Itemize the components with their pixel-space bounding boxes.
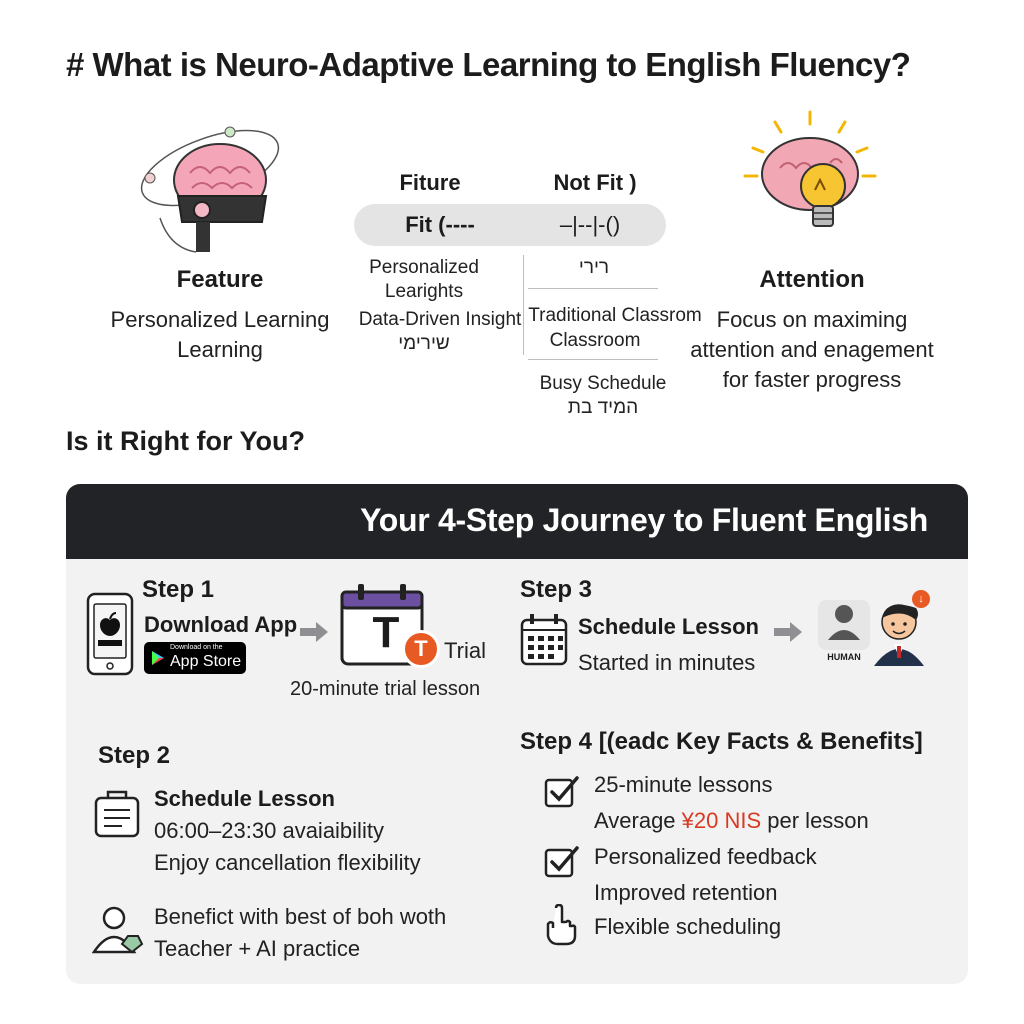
feature-heading: Feature [176,266,264,293]
journey-card-header [66,484,968,559]
fact-lesson-length: 25-minute lessons [594,772,773,797]
calendar-grid-icon [520,614,568,666]
step-2-benefit-2: Teacher + AI practice [154,936,361,961]
step-2-label: Step 2 [98,742,171,769]
phone-app-icon [86,592,134,676]
not-fit-separator-2 [528,359,658,360]
trial-badge-icon [402,630,440,668]
trial-label: Trial [444,638,486,663]
step-1-label: Step 1 [142,576,215,603]
fit-pill-right: –|--|-() [559,212,621,237]
feature-line-2: Learning [177,337,263,362]
step-1-action: Download App [144,612,298,637]
checkbox-check-icon [544,774,580,808]
trial-badge-letter: T [414,636,428,661]
attention-line-2: attention and enagement [690,337,934,362]
step-4-label: Step 4 [(eadc Key Facts & Benefits] [520,728,923,755]
fit-pill-left: Fit (---- [405,212,475,237]
notification-dot-icon: ↓ [912,590,930,608]
fit-item-personalized: Personalized [369,257,479,278]
not-fit-item-hebrew: רירי [578,257,610,278]
attention-line-3: for faster progress [722,367,902,392]
hand-tap-icon [544,904,578,946]
teacher-ai-icon [92,906,148,954]
fact-price-suffix: per lesson [761,808,869,833]
checkbox-check-icon-2 [544,844,580,878]
fit-item-learights: Learights [384,281,464,302]
step-2-availability: 06:00–23:30 avaiaibility [154,818,384,843]
brain-headset-icon [130,118,290,263]
app-store-badge-big: App Store [170,653,242,670]
step-2-action: Schedule Lesson [154,786,335,811]
not-fit-item-busy: Busy Schedule [539,373,667,394]
fact-retention: Improved retention [594,880,778,905]
fact-price-value: ¥20 NIS [681,808,762,833]
fit-item-data-driven: Data-Driven Insight [358,309,522,330]
page-title: # What is Neuro-Adaptive Learning to English Fluency? [66,46,911,83]
schedule-list-icon [94,790,140,838]
step-3-label: Step 3 [520,576,593,603]
journey-card [66,484,968,984]
fit-column-header: Fiture [399,170,461,195]
app-store-badge[interactable] [144,642,246,674]
not-fit-separator-1 [528,288,658,289]
trial-calendar-letter: T [372,608,400,657]
right-for-you-heading: Is it Right for You? [66,426,305,456]
not-fit-item-classroom: Classroom [549,330,641,351]
not-fit-item-traditional: Traditional Classrom [528,305,702,326]
step-2-flexibility: Enjoy cancellation flexibility [154,850,421,875]
attention-heading: Attention [759,266,865,293]
brain-lightbulb-icon [735,108,885,243]
feature-line-1: Personalized Learning [110,307,330,332]
trial-caption: 20-minute trial lesson [290,678,481,700]
attention-line-1: Focus on maximing [716,307,908,332]
step-2-benefit-1: Benefict with best of boh woth [154,904,447,929]
step-3-sub: Started in minutes [578,650,756,675]
fact-scheduling: Flexible scheduling [594,914,782,939]
fact-average-price [594,808,869,834]
not-fit-column-header: Not Fit ) [553,170,637,195]
app-store-badge-small: Download on the [170,644,223,651]
arrow-right-icon-2 [774,622,802,642]
journey-title: Your 4-Step Journey to Fluent English [360,502,928,538]
step-3-action: Schedule Lesson [578,614,759,639]
human-avatar-icon [818,600,870,650]
not-fit-item-hebrew-2: המיד בת [567,397,639,418]
human-label: HUMAN [827,652,861,662]
play-store-icon [150,650,166,666]
fact-price-prefix: Average [594,808,682,833]
fit-item-hebrew: שירימי [398,333,450,354]
fact-feedback: Personalized feedback [594,844,817,869]
arrow-right-icon [300,622,328,642]
